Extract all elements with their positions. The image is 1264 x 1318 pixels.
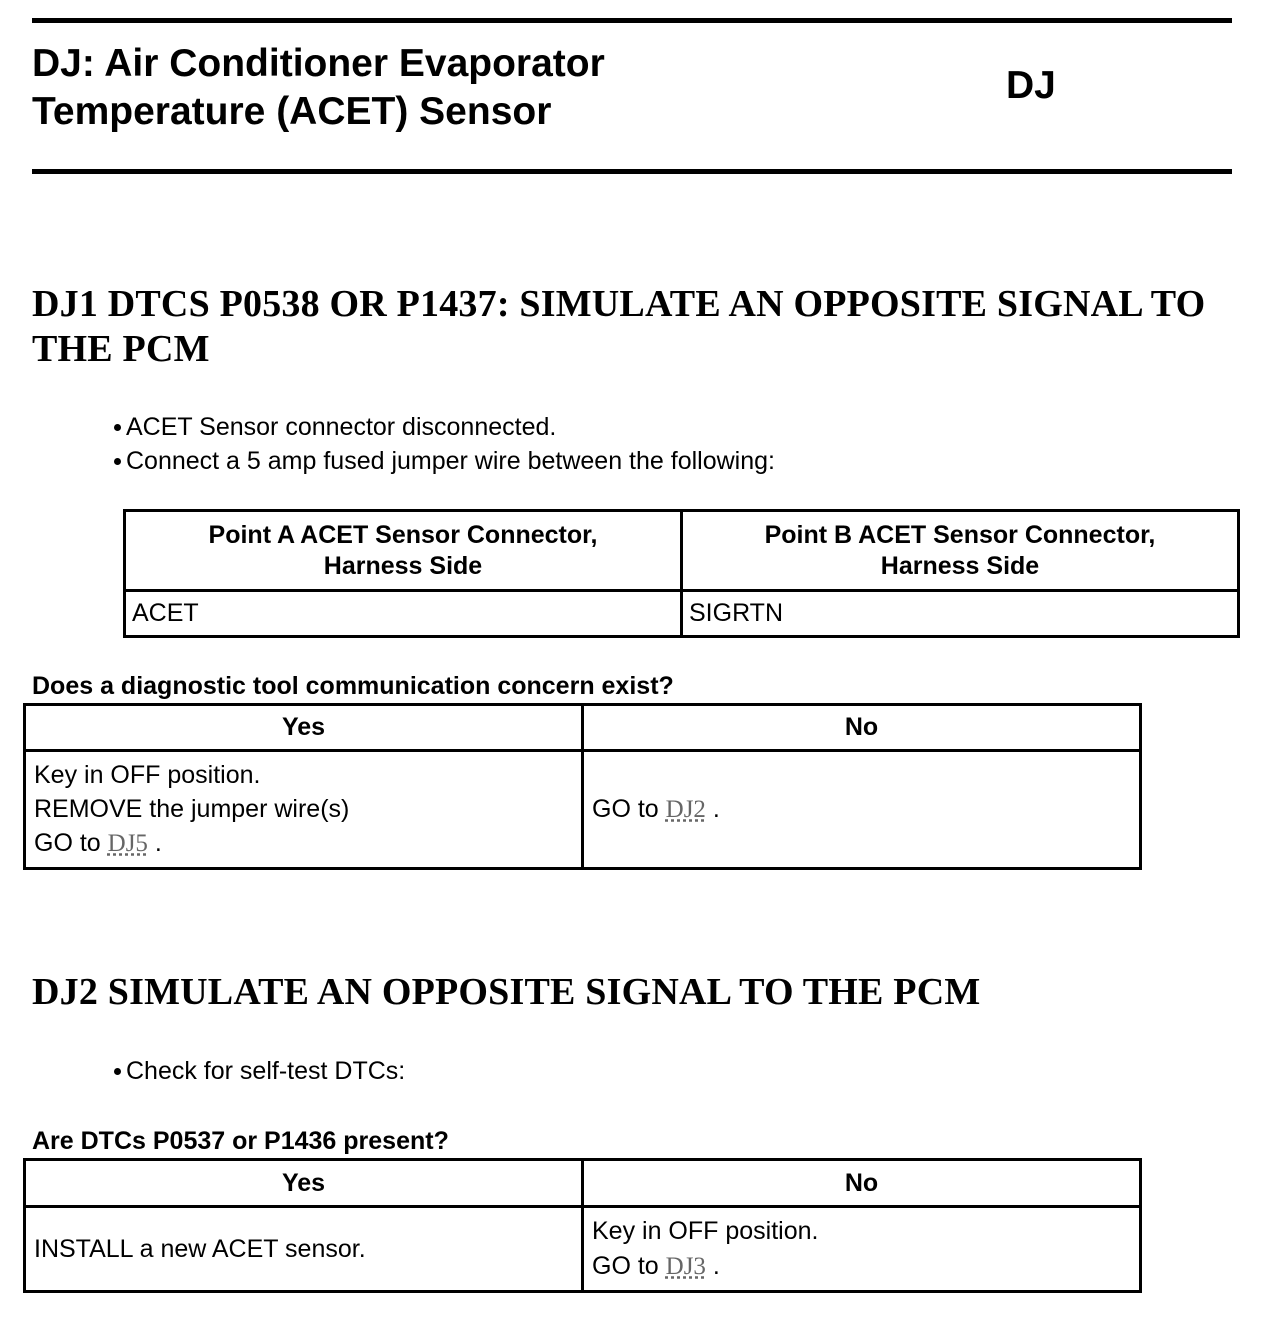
dj2-heading: DJ2 SIMULATE AN OPPOSITE SIGNAL TO THE PCM [32, 971, 981, 1013]
bullet-item: Connect a 5 amp fused jumper wire between the following: [114, 444, 775, 478]
dj2-question: Are DTCs P0537 or P1436 present? [32, 1127, 449, 1155]
bullet-item: ACET Sensor connector disconnected. [114, 410, 775, 444]
goto-dj5-link[interactable]: DJ5 [107, 830, 148, 857]
yes-header: Yes [25, 1160, 583, 1207]
dj1-heading-line1: DJ1 DTCS P0538 OR P1437: SIMULATE AN OPPOSITE SIGNAL TO [32, 283, 1206, 325]
goto-dj3-link[interactable]: DJ3 [665, 1253, 706, 1280]
dj1-answer-table [23, 703, 1142, 870]
page-title [32, 40, 605, 136]
yes-cell: INSTALL a new ACET sensor. [25, 1207, 583, 1292]
section-code: DJ [1006, 64, 1056, 107]
table-row [125, 591, 1239, 637]
no-header: No [583, 705, 1141, 751]
yes-cell: Key in OFF position. REMOVE the jumper wire(s) GO to DJ5 . [25, 751, 583, 869]
point-b-cell: SIGRTN [682, 591, 1239, 637]
header-rule [32, 169, 1232, 174]
top-rule [32, 18, 1232, 23]
bullet-icon [114, 458, 121, 465]
no-cell: Key in OFF position. GO to DJ3 . [583, 1207, 1141, 1292]
goto-dj2-link[interactable]: DJ2 [665, 796, 706, 823]
bullet-item: Check for self-test DTCs: [114, 1054, 405, 1088]
table-header-row [125, 511, 1239, 591]
point-b-header: Point B ACET Sensor Connector, Harness Side [682, 511, 1239, 591]
point-a-cell: ACET [125, 591, 682, 637]
table-row [25, 751, 1141, 869]
point-a-header: Point A ACET Sensor Connector, Harness Side [125, 511, 682, 591]
dj1-question: Does a diagnostic tool communication concern exist? [32, 672, 674, 700]
dj1-heading-line2: THE PCM [32, 328, 210, 370]
bullet-icon [114, 424, 121, 431]
dj2-answer-table [23, 1158, 1142, 1293]
table-header-row [25, 705, 1141, 751]
jumper-table [123, 509, 1240, 638]
no-cell: GO to DJ2 . [583, 751, 1141, 869]
dj1-heading [32, 282, 1205, 372]
dj1-bullet-list [114, 410, 775, 478]
bullet-icon [114, 1068, 121, 1075]
page-title-line2: Temperature (ACET) Sensor [32, 90, 552, 133]
page-title-line1: DJ: Air Conditioner Evaporator [32, 42, 605, 85]
dj2-bullet-list [114, 1054, 405, 1088]
table-header-row [25, 1160, 1141, 1207]
table-row [25, 1207, 1141, 1292]
no-header: No [583, 1160, 1141, 1207]
yes-header: Yes [25, 705, 583, 751]
